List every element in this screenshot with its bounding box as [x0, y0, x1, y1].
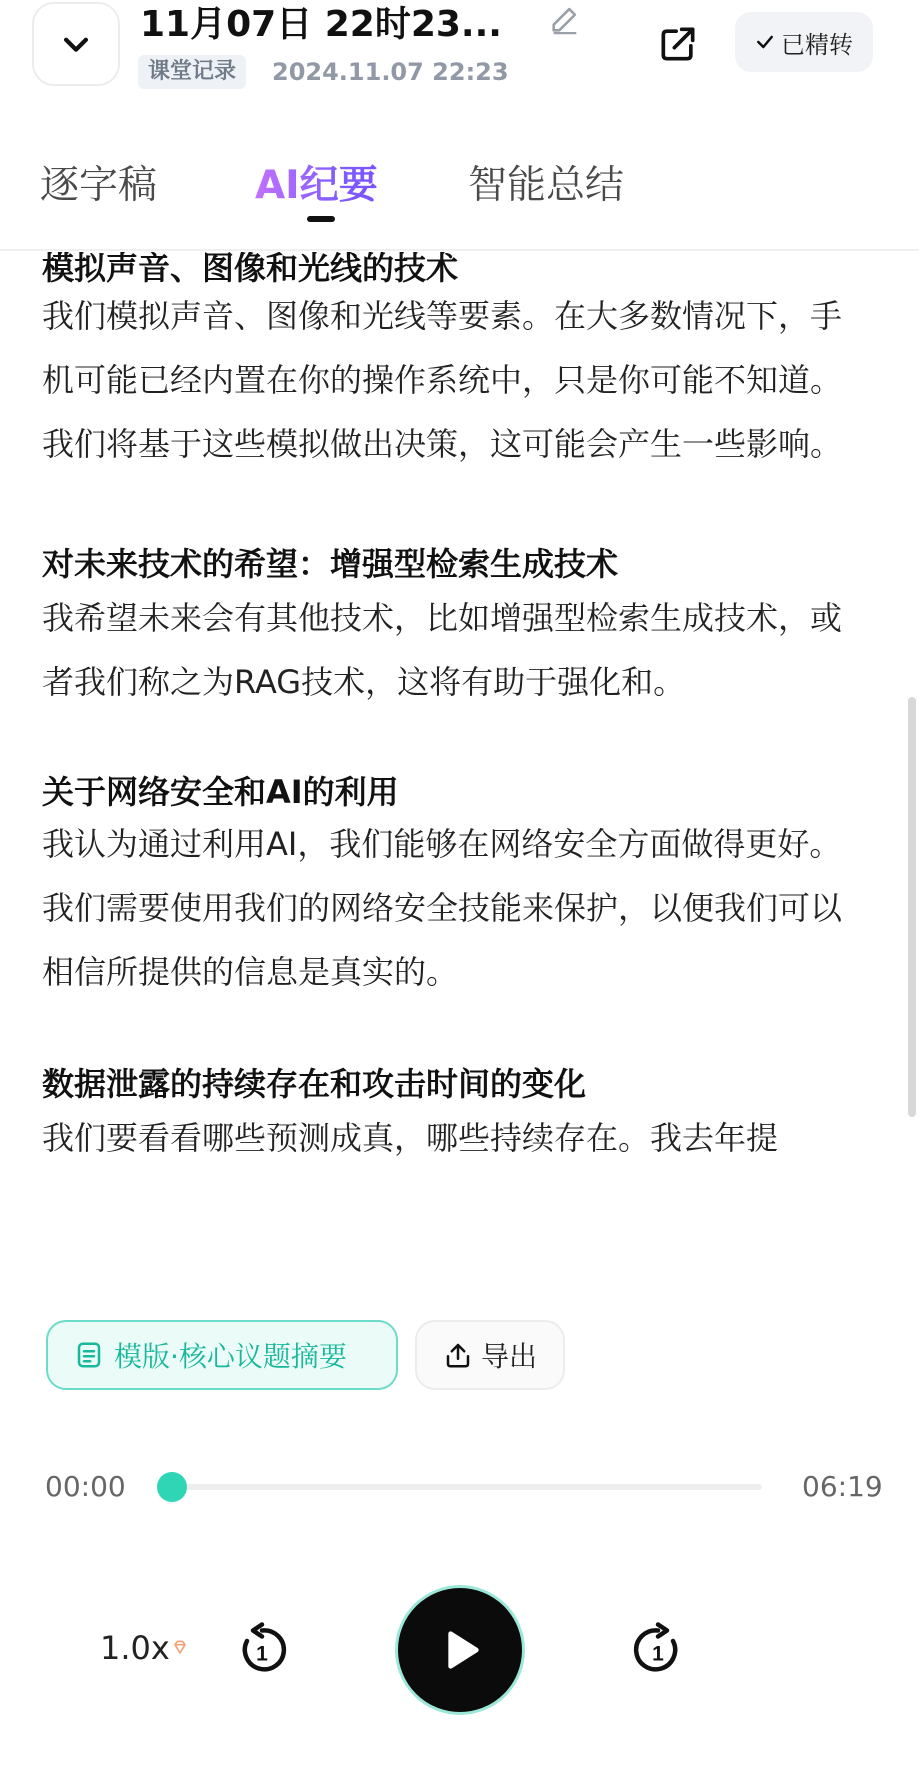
section-text: 我认为通过利用AI，我们能够在网络安全方面做得更好。我们需要使用我们的网络安全技能来保护，以便我们可以相信所提供的信息是真实的。 — [42, 825, 843, 991]
refined-label: 已精转 — [781, 30, 853, 59]
category-tag: 课堂记录 — [138, 55, 246, 89]
progress-track[interactable] — [172, 1484, 762, 1490]
tab-bar — [0, 140, 919, 250]
active-tab-indicator — [307, 216, 335, 222]
share-external-icon[interactable] — [656, 22, 700, 66]
tab-smart-summary[interactable]: 智能总结 — [468, 163, 625, 208]
rewind-button[interactable] — [232, 1620, 292, 1680]
section-text: 我希望未来会有其他技术，比如增强型检索生成技术，或者我们称之为RAG技术，这将有助于强化和。 — [42, 599, 843, 701]
template-button[interactable] — [46, 1320, 398, 1390]
content-fade — [0, 1157, 919, 1257]
refined-status-button[interactable] — [735, 12, 873, 72]
forward-icon — [628, 1620, 688, 1680]
export-button[interactable] — [415, 1320, 565, 1390]
export-label: 导出 — [480, 1340, 537, 1373]
section-heading: 数据泄露的持续存在和攻击时间的变化 — [42, 1065, 587, 1103]
minutes-content[interactable] — [0, 252, 919, 1257]
tab-transcript[interactable]: 逐字稿 — [40, 163, 158, 208]
speed-button[interactable] — [100, 1628, 190, 1668]
back-button[interactable] — [32, 2, 120, 86]
section-text: 我们模拟声音、图像和光线等要素。在大多数情况下，手机可能已经内置在你的操作系统中，只是你可能不知道。我们将基于这些模拟做出决策，这可能会产生一些影响。 — [42, 297, 843, 463]
upload-icon — [443, 1340, 473, 1370]
forward-seconds: 1 — [652, 1642, 664, 1666]
recording-datetime: 2024.11.07 22:23 — [272, 58, 509, 86]
rewind-icon — [232, 1620, 292, 1680]
play-button[interactable] — [395, 1585, 525, 1715]
section-text: 我们要看看哪些预测成真，哪些持续存在。我去年提 — [42, 1119, 779, 1157]
play-icon — [432, 1622, 488, 1678]
divider — [0, 249, 919, 251]
checkmark-icon — [755, 32, 775, 52]
document-icon — [74, 1340, 104, 1370]
diamond-icon — [170, 1638, 190, 1658]
progress-knob[interactable] — [157, 1472, 187, 1502]
pencil-icon[interactable] — [548, 2, 582, 36]
template-label: 模版·核心议题摘要 — [114, 1340, 347, 1373]
rewind-seconds: 1 — [256, 1642, 268, 1666]
scrollbar[interactable] — [908, 697, 916, 1117]
total-time: 06:19 — [802, 1470, 883, 1503]
section-heading: 模拟声音、图像和光线的技术 — [42, 252, 459, 287]
page-title[interactable]: 11月07日 22时23... — [140, 4, 502, 45]
section-heading: 对未来技术的希望：增强型检索生成技术 — [42, 545, 619, 583]
chevron-down-icon — [59, 27, 93, 61]
tab-ai-minutes[interactable]: AI纪要 — [255, 158, 378, 214]
current-time: 00:00 — [45, 1470, 126, 1503]
section-heading: 关于网络安全和AI的利用 — [42, 773, 399, 811]
speed-label: 1.0x — [100, 1629, 170, 1667]
header — [0, 0, 919, 110]
forward-button[interactable] — [628, 1620, 688, 1680]
